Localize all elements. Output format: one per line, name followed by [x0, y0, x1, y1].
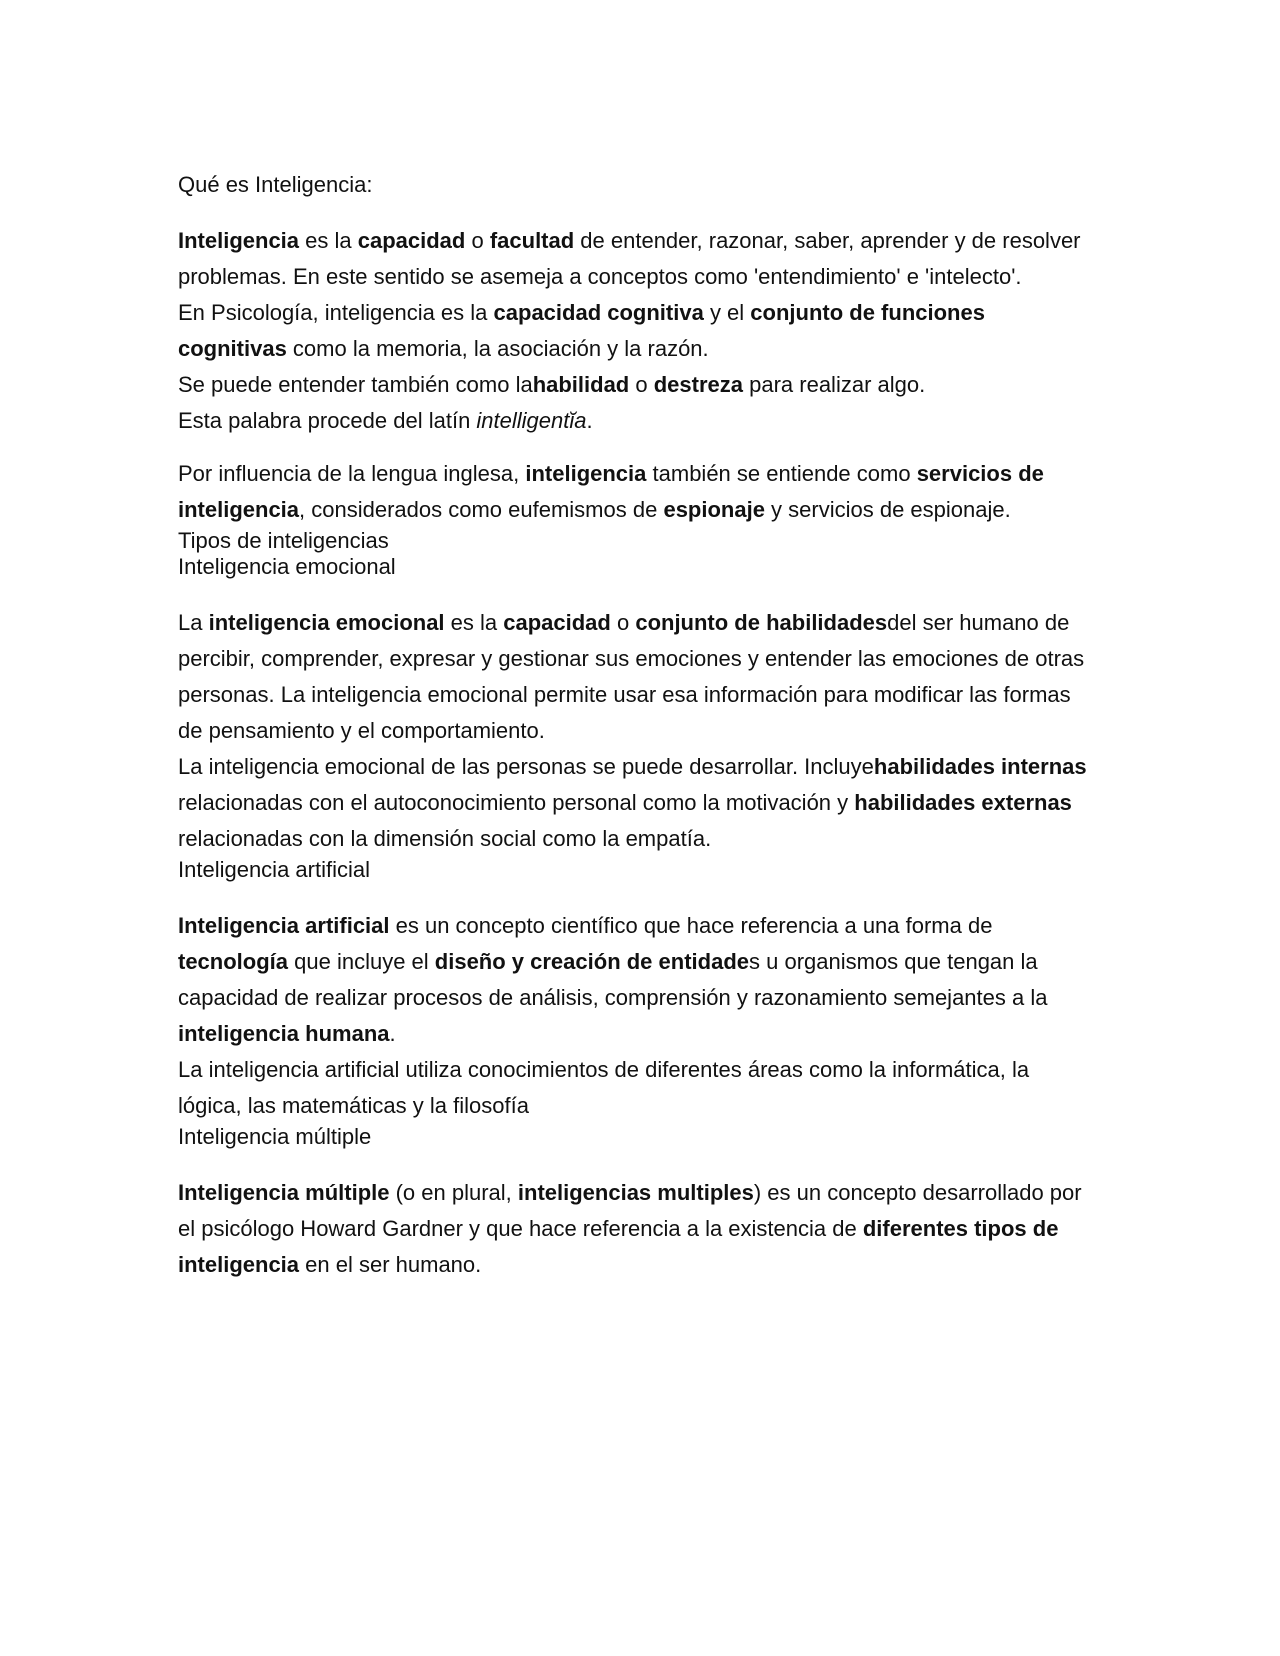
artificial-heading: Inteligencia artificial — [178, 857, 370, 882]
text-run: Se puede entender también como la — [178, 372, 533, 397]
text-run: para realizar algo. — [743, 372, 926, 397]
text-run: o — [610, 610, 636, 635]
paragraph-artificial-fields — [178, 1052, 1098, 1124]
text-run: . — [586, 408, 593, 433]
bold-term: destreza — [653, 372, 743, 397]
multiple-heading: Inteligencia múltiple — [178, 1124, 372, 1149]
text-run: relacionadas con la dimensión social como la empatía. — [178, 826, 712, 851]
text-run: s u organismos que tengan la capacidad de realizar procesos de análisis, comprensión y razonamiento semejantes a la — [178, 949, 1048, 1010]
bold-term: tecnología — [178, 949, 289, 974]
text-run: es la — [299, 228, 358, 253]
text-run: (o en plural, — [389, 1180, 518, 1205]
document-page — [178, 172, 1098, 1283]
paragraph-multiple-definition — [178, 1175, 1098, 1283]
bold-term: habilidades externas — [854, 790, 1072, 815]
bold-term: capacidad — [503, 610, 611, 635]
text-run: es la — [444, 610, 504, 635]
bold-term: conjunto de funciones cognitivas — [178, 300, 985, 361]
text-run: Por influencia de la lengua inglesa, — [178, 461, 526, 486]
text-run: Esta palabra procede del latín — [178, 408, 477, 433]
bold-term: espionaje — [663, 497, 765, 522]
italic-term: intelligentĭa — [476, 408, 587, 433]
text-run: es un concepto científico que hace referencia a una forma de — [389, 913, 993, 938]
paragraph-definition — [178, 223, 1098, 295]
text-run: La — [178, 610, 209, 635]
text-run: de entender, razonar, saber, aprender y de resolver problemas. En este sentido se asemeja a conceptos como 'entendimiento' e 'intelecto'. — [178, 228, 1081, 289]
bold-term: facultad — [489, 228, 575, 253]
text-run: relacionadas con el autoconocimiento personal como la motivación y — [178, 790, 855, 815]
text-run: La inteligencia emocional de las personas se puede desarrollar. Incluye — [178, 754, 874, 779]
document-title: Qué es Inteligencia: — [178, 172, 373, 197]
emotional-heading: Inteligencia emocional — [178, 554, 396, 579]
paragraph-skill — [178, 367, 1098, 403]
text-run: que incluye el — [288, 949, 435, 974]
types-heading: Tipos de inteligencias — [178, 528, 389, 553]
paragraph-emotional-skills — [178, 749, 1098, 857]
text-run: ) es un concepto desarrollado por el psicólogo Howard Gardner y que hace referencia a la existencia de — [178, 1180, 1082, 1241]
bold-term: Inteligencia artificial — [178, 913, 390, 938]
bold-term: conjunto de habilidades — [635, 610, 888, 635]
text-run: y servicios de espionaje. — [764, 497, 1011, 522]
text-run: o — [465, 228, 490, 253]
text-run: En Psicología, inteligencia es la — [178, 300, 494, 325]
bold-term: servicios de inteligencia — [178, 461, 1044, 522]
bold-term: inteligencias multiples — [517, 1180, 754, 1205]
bold-term: diseño y creación de entidade — [434, 949, 749, 974]
bold-term: diferentes tipos de inteligencia — [178, 1216, 1059, 1277]
multiple-block — [178, 1175, 1098, 1283]
text-run: y el — [703, 300, 751, 325]
text-run: también se entiende como — [646, 461, 917, 486]
paragraph-artificial-definition — [178, 908, 1098, 1052]
text-run: La inteligencia artificial utiliza conocimientos de diferentes áreas como la informática, la lógica, las matemáticas y la filosofía — [178, 1057, 1030, 1118]
paragraph-emotional-definition — [178, 605, 1098, 749]
text-run: , considerados como eufemismos de — [299, 497, 664, 522]
text-run: como la memoria, la asociación y la razón. — [286, 336, 709, 361]
text-run: en el ser humano. — [299, 1252, 482, 1277]
text-run: . — [389, 1021, 396, 1046]
paragraph-intelligence-services — [178, 456, 1098, 528]
bold-term: Inteligencia — [178, 228, 300, 253]
bold-term: habilidades internas — [873, 754, 1087, 779]
emotional-block — [178, 605, 1098, 857]
bold-term: capacidad cognitiva — [493, 300, 704, 325]
bold-term: inteligencia — [525, 461, 647, 486]
bold-term: habilidad — [532, 372, 630, 397]
bold-term: capacidad — [357, 228, 466, 253]
bold-term: Inteligencia múltiple — [178, 1180, 390, 1205]
definition-block — [178, 223, 1098, 439]
text-run: del ser humano de percibir, comprender, expresar y gestionar sus emociones y entender las emociones de otras personas. La inteligencia emocional permite usar esa información para modificar las formas de pensamiento y el comportamiento. — [178, 610, 1085, 743]
bold-term: inteligencia humana — [178, 1021, 390, 1046]
bold-term: inteligencia emocional — [208, 610, 445, 635]
paragraph-etymology — [178, 403, 1098, 439]
artificial-block — [178, 908, 1098, 1124]
paragraph-psychology — [178, 295, 1098, 367]
text-run: o — [629, 372, 654, 397]
